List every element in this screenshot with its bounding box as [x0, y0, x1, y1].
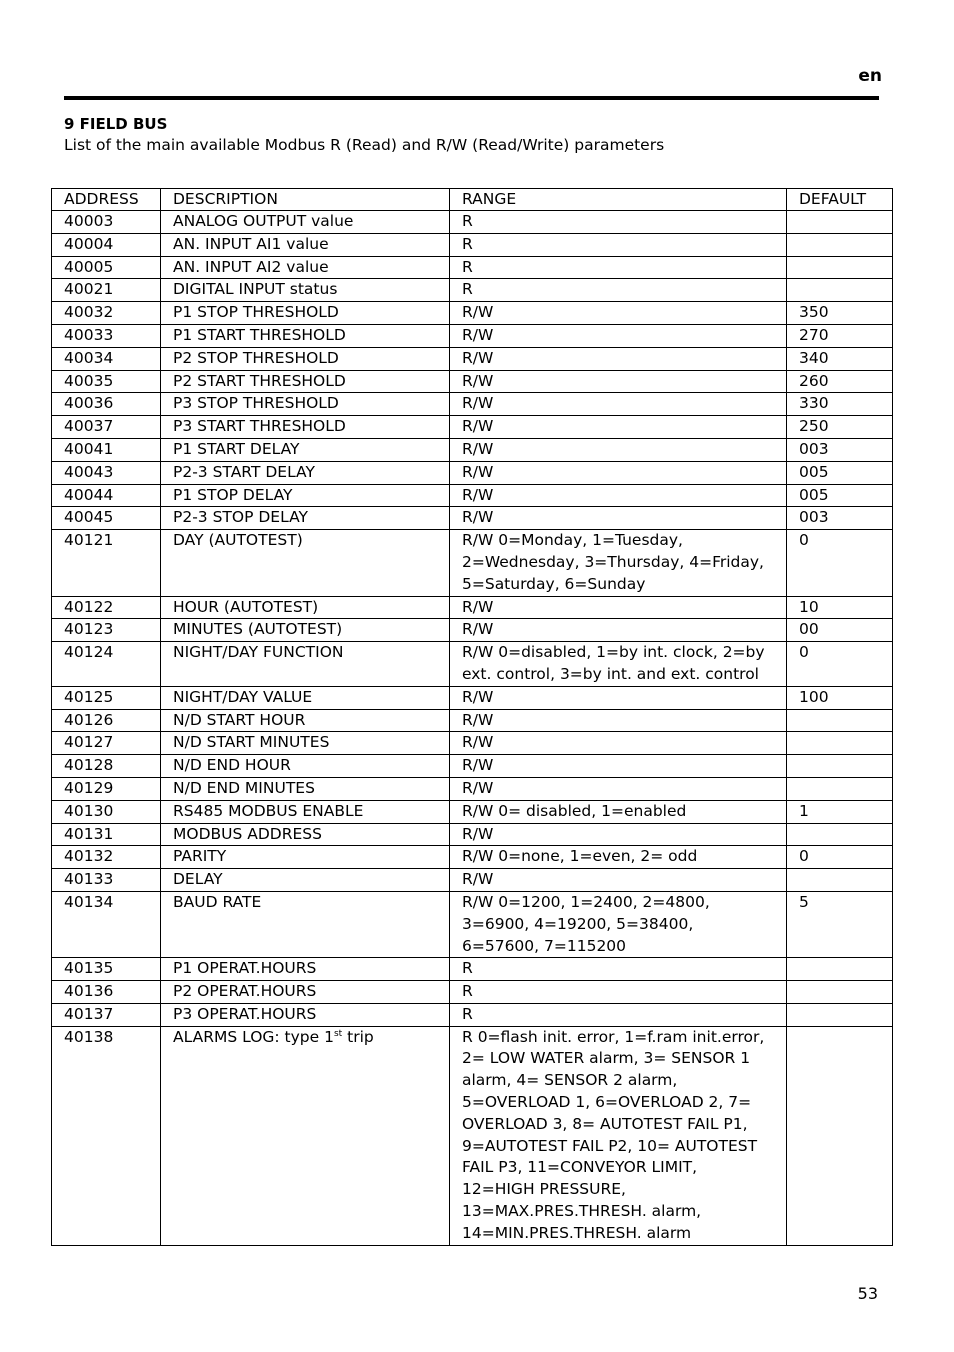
column-header-range: RANGE [450, 189, 787, 211]
cell-default: 00 [787, 619, 893, 642]
table-row [52, 347, 893, 370]
table-row [52, 324, 893, 347]
cell-address: 40137 [52, 1003, 161, 1026]
cell-default: 0 [787, 530, 893, 596]
cell-description: AN. INPUT AI2 value [161, 256, 450, 279]
cell-address: 40132 [52, 846, 161, 869]
cell-address: 40123 [52, 619, 161, 642]
cell-description: P2 START THRESHOLD [161, 370, 450, 393]
cell-description: P3 START THRESHOLD [161, 416, 450, 439]
cell-description: P2-3 START DELAY [161, 461, 450, 484]
cell-range: R [450, 279, 787, 302]
table-row [52, 958, 893, 981]
cell-description: P3 STOP THRESHOLD [161, 393, 450, 416]
cell-range: R/W [450, 709, 787, 732]
cell-address: 40021 [52, 279, 161, 302]
cell-description: AN. INPUT AI1 value [161, 233, 450, 256]
table-row [52, 596, 893, 619]
cell-address: 40122 [52, 596, 161, 619]
cell-range: R [450, 256, 787, 279]
cell-address: 40124 [52, 642, 161, 687]
cell-address: 40041 [52, 438, 161, 461]
cell-default [787, 755, 893, 778]
cell-range: R [450, 958, 787, 981]
cell-description: DIGITAL INPUT status [161, 279, 450, 302]
cell-default: 260 [787, 370, 893, 393]
cell-range: R/W [450, 777, 787, 800]
table-row [52, 800, 893, 823]
cell-description: ANALOG OUTPUT value [161, 211, 450, 234]
cell-default: 100 [787, 686, 893, 709]
cell-address: 40129 [52, 777, 161, 800]
cell-address: 40130 [52, 800, 161, 823]
table-row [52, 755, 893, 778]
cell-description: P1 START DELAY [161, 438, 450, 461]
cell-default [787, 823, 893, 846]
cell-default [787, 732, 893, 755]
cell-default: 250 [787, 416, 893, 439]
cell-description: P1 OPERAT.HOURS [161, 958, 450, 981]
cell-range: R/W [450, 370, 787, 393]
cell-default: 005 [787, 484, 893, 507]
table-row [52, 461, 893, 484]
cell-address: 40036 [52, 393, 161, 416]
table-row [52, 416, 893, 439]
column-header-description: DESCRIPTION [161, 189, 450, 211]
cell-range: R/W 0= disabled, 1=enabled [450, 800, 787, 823]
cell-range: R/W 0=none, 1=even, 2= odd [450, 846, 787, 869]
header-rule [64, 96, 879, 100]
cell-description: MINUTES (AUTOTEST) [161, 619, 450, 642]
cell-range: R/W [450, 823, 787, 846]
cell-address: 40034 [52, 347, 161, 370]
cell-description: N/D END MINUTES [161, 777, 450, 800]
cell-default [787, 279, 893, 302]
cell-address: 40131 [52, 823, 161, 846]
cell-range: R/W [450, 596, 787, 619]
column-header-address: ADDRESS [52, 189, 161, 211]
cell-range: R/W [450, 461, 787, 484]
cell-address: 40045 [52, 507, 161, 530]
cell-default: 10 [787, 596, 893, 619]
column-header-default: DEFAULT [787, 189, 893, 211]
cell-description: N/D END HOUR [161, 755, 450, 778]
section-subtitle: List of the main available Modbus R (Read) and R/W (Read/Write) parameters [64, 136, 665, 154]
table-row [52, 686, 893, 709]
table-row [52, 370, 893, 393]
cell-range: R/W [450, 302, 787, 325]
table-row [52, 619, 893, 642]
table-row [52, 1026, 893, 1245]
cell-description: NIGHT/DAY VALUE [161, 686, 450, 709]
cell-description: P1 START THRESHOLD [161, 324, 450, 347]
table-row [52, 642, 893, 687]
cell-default: 350 [787, 302, 893, 325]
cell-description: N/D START HOUR [161, 709, 450, 732]
table-row [52, 256, 893, 279]
description-text-suffix: trip [342, 1027, 374, 1046]
cell-address: 40035 [52, 370, 161, 393]
cell-address: 40004 [52, 233, 161, 256]
description-text: ALARMS LOG: type 1 [173, 1027, 334, 1046]
ordinal-superscript: st [333, 1028, 343, 1039]
cell-range: R/W [450, 347, 787, 370]
cell-description: PARITY [161, 846, 450, 869]
cell-address: 40044 [52, 484, 161, 507]
cell-default: 340 [787, 347, 893, 370]
cell-range: R/W 0=Monday, 1=Tuesday, 2=Wednesday, 3=Thursday, 4=Friday, 5=Saturday, 6=Sunday [450, 530, 787, 596]
cell-default: 0 [787, 846, 893, 869]
cell-default: 1 [787, 800, 893, 823]
cell-address: 40125 [52, 686, 161, 709]
cell-default: 003 [787, 438, 893, 461]
table-row [52, 279, 893, 302]
table-header-row [52, 189, 893, 211]
cell-default: 005 [787, 461, 893, 484]
cell-address: 40121 [52, 530, 161, 596]
cell-address: 40135 [52, 958, 161, 981]
cell-description: P1 STOP THRESHOLD [161, 302, 450, 325]
table-body [52, 211, 893, 1246]
cell-description: P2 STOP THRESHOLD [161, 347, 450, 370]
table-row [52, 891, 893, 957]
cell-range: R [450, 233, 787, 256]
cell-address: 40127 [52, 732, 161, 755]
table-row [52, 484, 893, 507]
cell-range: R/W [450, 416, 787, 439]
cell-range: R/W [450, 438, 787, 461]
cell-description: MODBUS ADDRESS [161, 823, 450, 846]
section-title: 9 FIELD BUS [64, 115, 168, 133]
page-number: 53 [857, 1284, 878, 1303]
cell-range: R/W [450, 755, 787, 778]
cell-range: R [450, 1003, 787, 1026]
cell-default [787, 869, 893, 892]
cell-default [787, 211, 893, 234]
table-row [52, 709, 893, 732]
cell-range: R/W [450, 619, 787, 642]
cell-range: R/W [450, 686, 787, 709]
cell-default [787, 1026, 893, 1245]
cell-description: RS485 MODBUS ENABLE [161, 800, 450, 823]
cell-description: DELAY [161, 869, 450, 892]
cell-range: R/W 0=1200, 1=2400, 2=4800, 3=6900, 4=19200, 5=38400, 6=57600, 7=115200 [450, 891, 787, 957]
cell-address: 40126 [52, 709, 161, 732]
cell-address: 40136 [52, 981, 161, 1004]
cell-range: R/W [450, 507, 787, 530]
cell-default: 270 [787, 324, 893, 347]
table-row [52, 393, 893, 416]
cell-default [787, 981, 893, 1004]
language-tag: en [858, 66, 882, 86]
cell-range: R 0=flash init. error, 1=f.ram init.error, 2= LOW WATER alarm, 3= SENSOR 1 alarm, 4= SENSOR 2 alarm, 5=OVERLOAD 1, 6=OVERLOAD 2, 7= OVERLOAD 3, 8= AUTOTEST FAIL P1, 9=AUTOTEST FAIL P2, 10= AUTOTEST FAIL P3, 11=CONVEYOR LIMIT, 12=HIGH PRESSURE, 13=MAX.PRES.THRESH. alarm, 14=MIN.PRES.THRESH. alarm [450, 1026, 787, 1245]
table-row [52, 823, 893, 846]
cell-range: R [450, 981, 787, 1004]
table-row [52, 777, 893, 800]
table-row [52, 1003, 893, 1026]
cell-address: 40037 [52, 416, 161, 439]
cell-address: 40003 [52, 211, 161, 234]
cell-address: 40043 [52, 461, 161, 484]
cell-default [787, 709, 893, 732]
cell-description [161, 1026, 450, 1245]
cell-address: 40134 [52, 891, 161, 957]
cell-default: 5 [787, 891, 893, 957]
cell-description: P2 OPERAT.HOURS [161, 981, 450, 1004]
cell-description: DAY (AUTOTEST) [161, 530, 450, 596]
cell-range: R/W [450, 484, 787, 507]
cell-default [787, 777, 893, 800]
cell-default [787, 958, 893, 981]
cell-range: R/W [450, 732, 787, 755]
cell-range: R/W [450, 869, 787, 892]
cell-description: HOUR (AUTOTEST) [161, 596, 450, 619]
table-row [52, 869, 893, 892]
table-row [52, 507, 893, 530]
table-row [52, 732, 893, 755]
cell-default: 003 [787, 507, 893, 530]
cell-address: 40005 [52, 256, 161, 279]
cell-range: R [450, 211, 787, 234]
cell-address: 40032 [52, 302, 161, 325]
table-row [52, 302, 893, 325]
modbus-parameter-table [51, 188, 893, 1246]
cell-description: BAUD RATE [161, 891, 450, 957]
cell-default [787, 233, 893, 256]
table-row [52, 846, 893, 869]
cell-default [787, 1003, 893, 1026]
cell-address: 40133 [52, 869, 161, 892]
table-row [52, 211, 893, 234]
cell-default: 0 [787, 642, 893, 687]
cell-default [787, 256, 893, 279]
cell-description: NIGHT/DAY FUNCTION [161, 642, 450, 687]
table-row [52, 438, 893, 461]
table-row [52, 233, 893, 256]
cell-range: R/W [450, 393, 787, 416]
cell-range: R/W 0=disabled, 1=by int. clock, 2=by ext. control, 3=by int. and ext. control [450, 642, 787, 687]
cell-description: P1 STOP DELAY [161, 484, 450, 507]
table-row [52, 530, 893, 596]
cell-default: 330 [787, 393, 893, 416]
cell-description: P2-3 STOP DELAY [161, 507, 450, 530]
cell-description: N/D START MINUTES [161, 732, 450, 755]
cell-address: 40128 [52, 755, 161, 778]
cell-address: 40138 [52, 1026, 161, 1245]
table-row [52, 981, 893, 1004]
cell-range: R/W [450, 324, 787, 347]
cell-description: P3 OPERAT.HOURS [161, 1003, 450, 1026]
cell-address: 40033 [52, 324, 161, 347]
